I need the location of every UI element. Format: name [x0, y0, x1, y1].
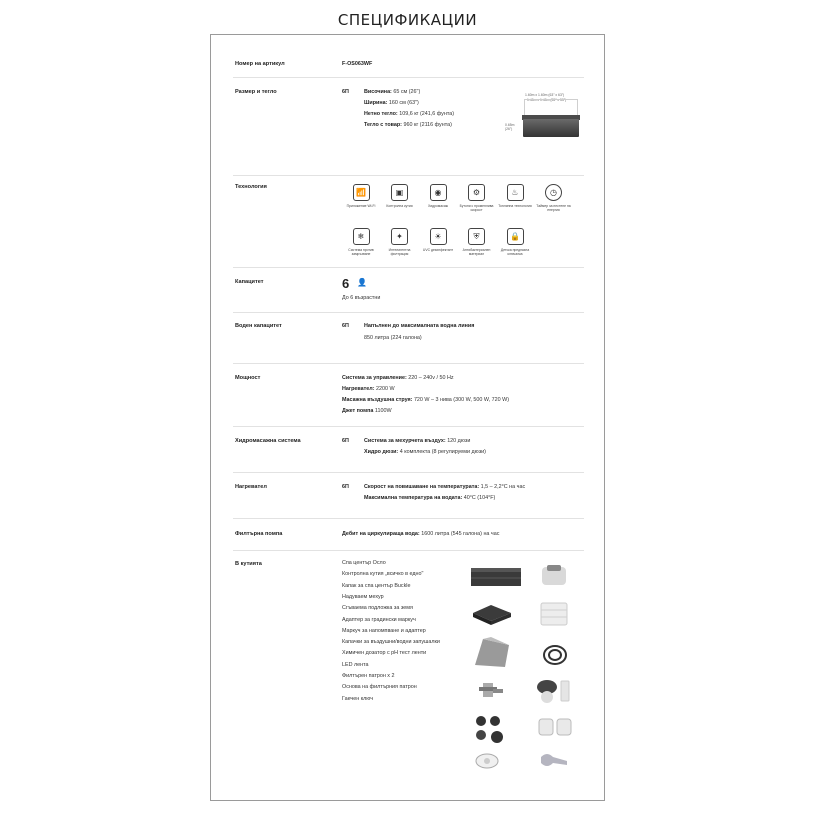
- technology-feature: [458, 228, 496, 256]
- dispenser-thumb: [533, 675, 573, 705]
- person-icon: 👤: [357, 278, 367, 287]
- spec-label: Воден капацитет: [235, 323, 282, 329]
- buttons-speed-icon: ⚙: [468, 184, 485, 201]
- box-item: Адаптер за градински маркуч: [342, 616, 416, 623]
- spec-row-article: [233, 53, 584, 77]
- heater-chip: 6П: [342, 484, 349, 490]
- spec-label: Филтърна помпа: [235, 531, 283, 537]
- led-thumb: [471, 749, 505, 773]
- technology-feature: [381, 228, 419, 256]
- power-line: Масажна въздушна струя: 720 W – 3 нива (300 W, 500 W, 720 W): [342, 397, 510, 403]
- hydro-chip: 6П: [342, 438, 349, 444]
- spa-thumb: [469, 565, 525, 589]
- box-item: Гаечен ключ: [342, 695, 374, 702]
- spec-row-power: [233, 363, 584, 426]
- tub-outline: [524, 99, 578, 116]
- child-lock-icon: 🔒: [507, 228, 524, 245]
- size-line: Ширина: 160 см (63"): [364, 100, 419, 106]
- bladder-thumb: [469, 635, 513, 669]
- size-diagram: [505, 93, 589, 153]
- control-box-icon: ▣: [391, 184, 408, 201]
- feature-label: Антибактериален материал: [462, 248, 491, 256]
- tub-image: [523, 119, 579, 137]
- spec-row-water: [233, 312, 584, 363]
- control-box-thumb: [539, 563, 569, 587]
- size-chip: 6П: [342, 89, 349, 95]
- technology-feature: [496, 228, 534, 256]
- cover-thumb: [539, 601, 569, 627]
- size-line: Нетно тегло: 109,6 кг (241,6 фунта): [364, 111, 455, 117]
- water-chip: 6П: [342, 323, 349, 329]
- heater-line: Максимална температура на водата: 40°C (104°F): [364, 495, 496, 501]
- spec-label: Мощност: [235, 375, 261, 381]
- spec-label: В кутията: [235, 561, 262, 567]
- feature-label: Топлинна технология: [498, 204, 532, 208]
- technology-feature: [342, 228, 380, 256]
- plugs-thumb: [473, 677, 507, 703]
- filters-thumb: [535, 713, 575, 741]
- spec-label: Размер и тегло: [235, 89, 277, 95]
- article-number: F-OS063WF: [342, 61, 373, 67]
- feature-label: Система против замръзване: [348, 248, 374, 256]
- heating-tech-icon: ♨: [507, 184, 524, 201]
- spec-label: Капацитет: [235, 279, 264, 285]
- spec-row-filter: [233, 518, 584, 550]
- heater-line: Скорост на повишаване на температурата: 1,5 – 2,2°C на час: [364, 484, 526, 490]
- water-line2: 850 литра (224 галона): [364, 335, 422, 341]
- spec-table: [210, 34, 605, 801]
- spec-row-box: [233, 550, 584, 782]
- spec-row-size: [233, 77, 584, 175]
- capacity-number: 6: [342, 276, 350, 291]
- feature-label: Хидромасаж: [428, 204, 448, 208]
- spec-row-technology: [233, 175, 584, 267]
- wrench-thumb: [537, 749, 571, 771]
- mat-thumb: [469, 601, 515, 627]
- box-item: Капачки за въздушни/водни запушалки: [342, 639, 440, 646]
- fittings-thumb: [471, 711, 509, 745]
- hydromassage-icon: ◉: [430, 184, 447, 201]
- box-item: Спа център Осло: [342, 560, 386, 566]
- anti-freeze-icon: ❄: [353, 228, 370, 245]
- technology-feature: [419, 184, 457, 208]
- feature-label: Бутони с променлива скорост: [459, 204, 494, 212]
- technology-feature: [458, 184, 496, 212]
- box-item: Капак за спа център Buckle: [342, 582, 411, 589]
- capacity-text: До 6 възрастни: [342, 295, 381, 301]
- spec-row-hydro: [233, 426, 584, 472]
- uvc-icon: ☀: [430, 228, 447, 245]
- hydro-line: Система за мехурчета въздух: 120 дюзи: [364, 438, 471, 444]
- page-title: СПЕЦИФИКАЦИИ: [337, 11, 478, 29]
- dim-inner: 1.40m x 1.40m (55" x 55"): [527, 98, 567, 102]
- spec-row-heater: [233, 472, 584, 518]
- spec-label: Хидромасажна система: [235, 438, 301, 444]
- box-item: Маркуч за напомпване и адаптер: [342, 627, 426, 634]
- box-item: Основа на филтърния патрон: [342, 684, 417, 691]
- timer-icon: ◷: [545, 184, 562, 201]
- antibacterial-icon: ⛨: [468, 228, 485, 245]
- spec-label: Технология: [235, 184, 267, 190]
- water-line1: Напълнен до максималната водна линия: [364, 323, 475, 329]
- size-line: Височина: 65 см (26"): [364, 89, 421, 95]
- technology-feature: [496, 184, 534, 208]
- smart-filter-icon: ✦: [391, 228, 408, 245]
- spec-label: Нагревател: [235, 484, 267, 490]
- feature-label: Детска предпазна ключалка: [500, 248, 530, 256]
- box-item: Сгъваема подложка за земя: [342, 605, 413, 612]
- technology-feature: [342, 184, 380, 208]
- filter-line: Дебит на циркулираща вода: 1600 литра (545 галона) на час: [342, 531, 500, 537]
- hose-thumb: [539, 641, 571, 669]
- feature-label: Контролна кутия: [386, 204, 413, 208]
- dim-top: 1.60m x 1.60m (63" x 63"): [525, 93, 565, 97]
- power-line: Нагревател: 2200 W: [342, 386, 395, 392]
- feature-label: Таймер за пестене на енергия: [536, 204, 571, 212]
- technology-feature: [535, 184, 573, 212]
- box-item: Контролна кутия „всичко в едно": [342, 571, 424, 578]
- feature-label: Приложение Wi-Fi: [346, 204, 376, 208]
- box-item: Надуваем мехур: [342, 593, 384, 600]
- box-item: LED лента: [342, 661, 369, 668]
- size-line: Тегло с товар: 960 кг (2116 фунта): [364, 122, 452, 128]
- dim-height: 0.65m (26"): [505, 123, 515, 131]
- feature-label: UVC дезинфектант: [422, 248, 454, 252]
- power-line: Система за управление: 220 – 240v / 50 Hz: [342, 375, 454, 381]
- power-line: Джет помпа 1100W: [342, 408, 392, 414]
- technology-feature: [419, 228, 457, 252]
- hydro-line: Хидро дюзи: 4 комплекта (8 регулируеми дюзи): [364, 449, 486, 455]
- wifi-app-icon: 📶: [353, 184, 370, 201]
- spec-row-capacity: [233, 267, 584, 312]
- technology-feature: [381, 184, 419, 208]
- box-item: Химичен дозатор с pH тест ленти: [342, 650, 427, 657]
- spec-label: Номер на артикул: [235, 61, 285, 67]
- box-item: Филтърен патрон x 2: [342, 673, 395, 679]
- feature-label: Интелигентна филтрация: [388, 248, 411, 256]
